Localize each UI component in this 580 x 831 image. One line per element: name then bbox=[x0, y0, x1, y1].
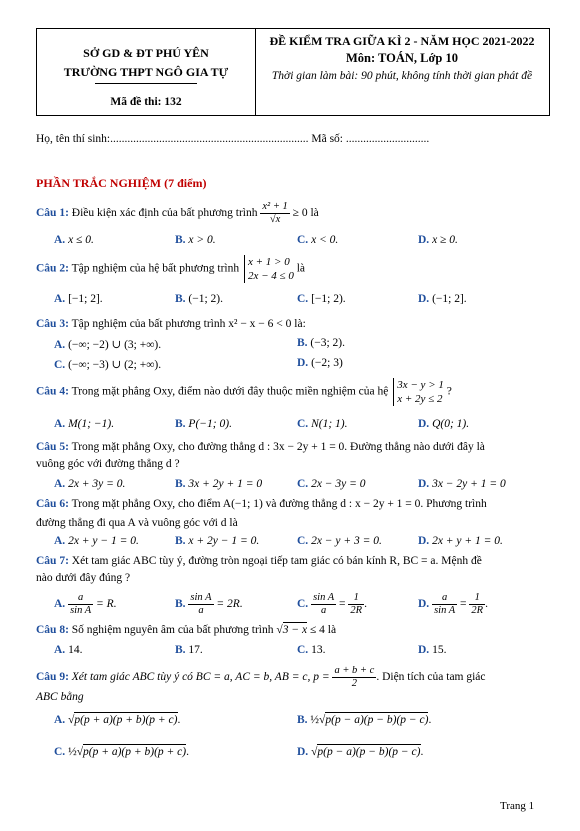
question-label: Câu 9: bbox=[36, 671, 69, 684]
question-tail: là bbox=[296, 262, 306, 275]
q2-system: x + 1 > 0 2x − 4 ≤ 0 bbox=[244, 255, 294, 283]
q2-option-d[interactable]: D. (−1; 2]. bbox=[418, 293, 467, 305]
question-text: Xét tam giác ABC tùy ý, đường tròn ngoại tiếp tam giác có bán kính R, BC = a. Mệnh đề bbox=[71, 555, 482, 567]
q9-option-b[interactable]: B. ½√p(p − a)(p − b)(p − c). bbox=[297, 714, 432, 726]
question-text: Xét tam giác ABC tùy ý có BC = a, AC = b, AB = c, p = bbox=[71, 671, 330, 684]
q9-option-a[interactable]: A. √p(p + a)(p + b)(p + c). bbox=[54, 714, 181, 726]
header-exam-block bbox=[255, 29, 549, 115]
q6-option-c[interactable]: C. 2x − y + 3 = 0. bbox=[297, 535, 382, 547]
school-name: TRƯỜNG THPT NGÔ GIA TỰ bbox=[63, 65, 229, 79]
question-label: Câu 3: bbox=[36, 318, 69, 330]
q4-option-d[interactable]: D. Q(0; 1). bbox=[418, 418, 470, 430]
q7-option-d[interactable]: D. $\frac{a}{\text{sin A}}$ = $\frac{1}{2R}$ . bbox=[418, 592, 488, 616]
question-tail: ? bbox=[446, 385, 452, 398]
q2-option-a[interactable]: A. [−1; 2]. bbox=[54, 293, 103, 305]
question-8 bbox=[36, 624, 336, 636]
q8-option-d[interactable]: D. 15. bbox=[418, 644, 447, 656]
question-tail: . Diện tích của tam giác bbox=[376, 671, 486, 684]
q4-system: 3x − y > 1 x + 2y ≤ 2 bbox=[393, 378, 444, 406]
q5-option-a[interactable]: A. 2x + 3y = 0. bbox=[54, 478, 126, 490]
header-school-block bbox=[37, 29, 256, 115]
q7-option-c[interactable]: C. $\frac{\text{sin A}}{a}$ = $\frac{1}{2R}$ . bbox=[297, 592, 367, 616]
question-label: Câu 1: bbox=[36, 207, 69, 220]
q6-option-a[interactable]: A. 2x + y − 1 = 0. bbox=[54, 535, 139, 547]
q5-option-b[interactable]: B. 3x + 2y + 1 = 0 bbox=[175, 478, 263, 490]
exam-title: ĐỀ KIỂM TRA GIỮA KÌ 2 - NĂM HỌC 2021-2022 bbox=[269, 34, 535, 48]
q6-option-b[interactable]: B. x + 2y − 1 = 0. bbox=[175, 535, 260, 547]
question-text: Trong mặt phẳng Oxy, cho điểm A(−1; 1) và đường thẳng d : x − 2y + 1 = 0. Phương trình bbox=[71, 498, 487, 510]
question-9 bbox=[36, 665, 486, 690]
question-text: Tập nghiệm của bất phương trình x² − x − 6 < 0 là: bbox=[71, 318, 306, 330]
q3-option-d[interactable]: D. (−2; 3) bbox=[297, 357, 343, 369]
question-text: Số nghiệm nguyên âm của bất phương trình bbox=[71, 624, 274, 636]
page-number: Trang 1 bbox=[500, 800, 535, 812]
q5-option-c[interactable]: C. 2x − 3y = 0 bbox=[297, 478, 366, 490]
q7-option-a[interactable]: A. $\frac{a}{\text{sin A}}$ = R. bbox=[54, 592, 117, 616]
q1-numerator: x² + 1 bbox=[262, 201, 288, 212]
dept-name: SỞ GD & ĐT PHÚ YÊN bbox=[83, 46, 209, 60]
q1-denominator: √x bbox=[269, 214, 281, 225]
section-title: PHẦN TRẮC NGHIỆM (7 điểm) bbox=[36, 176, 207, 190]
q9-fraction: $\frac{a + b + c}{2}$ bbox=[334, 665, 375, 689]
q6-option-d[interactable]: D. 2x + y + 1 = 0. bbox=[418, 535, 503, 547]
q4-option-b[interactable]: B. P(−1; 0). bbox=[175, 418, 232, 430]
q9-option-c[interactable]: C. ½√p(p + a)(p + b)(p + c). bbox=[54, 746, 189, 758]
exam-header bbox=[36, 28, 550, 116]
exam-code: Mã đề thi: 132 bbox=[110, 96, 182, 108]
q8-option-c[interactable]: C. 13. bbox=[297, 644, 326, 656]
q1-option-c[interactable]: C. x < 0. bbox=[297, 234, 339, 246]
q3-option-b[interactable]: B. (−3; 2). bbox=[297, 337, 346, 349]
question-5-cont: vuông góc với đường thẳng d ? bbox=[36, 458, 180, 470]
q8-option-a[interactable]: A. 14. bbox=[54, 644, 83, 656]
q1-option-d[interactable]: D. x ≥ 0. bbox=[418, 234, 458, 246]
question-label: Câu 5: bbox=[36, 441, 69, 453]
q2-option-b[interactable]: B. (−1; 2). bbox=[175, 293, 224, 305]
question-text: Trong mặt phẳng Oxy, cho đường thẳng d : 3x − 2y + 1 = 0. Đường thẳng nào dưới đây là bbox=[71, 441, 485, 453]
question-text: Trong mặt phẳng Oxy, điểm nào dưới đây thuộc miền nghiệm của hệ bbox=[71, 385, 389, 398]
school-underline bbox=[95, 83, 197, 84]
question-3 bbox=[36, 318, 306, 330]
question-6 bbox=[36, 498, 487, 510]
q7-option-b[interactable]: B. $\frac{\text{sin A}}{a}$ = 2R. bbox=[175, 592, 243, 616]
question-7-cont: nào dưới đây đúng ? bbox=[36, 572, 131, 584]
q8-option-b[interactable]: B. 17. bbox=[175, 644, 203, 656]
question-tail: là bbox=[310, 207, 319, 220]
question-4 bbox=[36, 378, 452, 406]
question-tail: ≤ 4 là bbox=[309, 624, 337, 636]
q1-fraction bbox=[260, 201, 289, 226]
q4-option-a[interactable]: A. M(1; −1). bbox=[54, 418, 115, 430]
question-2 bbox=[36, 255, 305, 283]
q9-option-d[interactable]: D. √p(p − a)(p − b)(p − c). bbox=[297, 746, 424, 758]
sqrt-symbol: √ bbox=[276, 624, 283, 636]
q4-option-c[interactable]: C. N(1; 1). bbox=[297, 418, 348, 430]
q3-option-a[interactable]: A. (−∞; −2) ∪ (3; +∞). bbox=[54, 339, 162, 351]
question-label: Câu 2: bbox=[36, 262, 69, 275]
exam-time: Thời gian làm bài: 90 phút, không tính thời gian phát đề bbox=[271, 70, 533, 82]
question-6-cont: đường thẳng đi qua A và vuông góc với d là bbox=[36, 517, 238, 529]
q1-option-b[interactable]: B. x > 0. bbox=[175, 234, 216, 246]
q3-option-c[interactable]: C. (−∞; −3) ∪ (2; +∞). bbox=[54, 359, 162, 371]
q2-option-c[interactable]: C. [−1; 2). bbox=[297, 293, 346, 305]
exam-subject: Môn: TOÁN, Lớp 10 bbox=[345, 51, 459, 65]
question-text: Điều kiện xác định của bất phương trình bbox=[71, 207, 258, 220]
question-9-cont: ABC bằng bbox=[36, 691, 84, 703]
question-label: Câu 6: bbox=[36, 498, 69, 510]
question-text: Tập nghiệm của hệ bất phương trình bbox=[71, 262, 240, 275]
q8-radicand: 3 − x bbox=[282, 624, 308, 636]
student-info-line: Họ, tên thí sinh:..................................................................... Mã số: ............................. bbox=[36, 133, 430, 145]
question-label: Câu 7: bbox=[36, 555, 69, 567]
question-5 bbox=[36, 441, 485, 453]
q5-option-d[interactable]: D. 3x − 2y + 1 = 0 bbox=[418, 478, 506, 490]
q1-option-a[interactable]: A. x ≤ 0. bbox=[54, 234, 94, 246]
question-7 bbox=[36, 555, 482, 567]
question-label: Câu 8: bbox=[36, 624, 69, 636]
question-1 bbox=[36, 201, 319, 226]
question-label: Câu 4: bbox=[36, 385, 69, 398]
q1-relation: ≥ 0 bbox=[292, 207, 308, 220]
